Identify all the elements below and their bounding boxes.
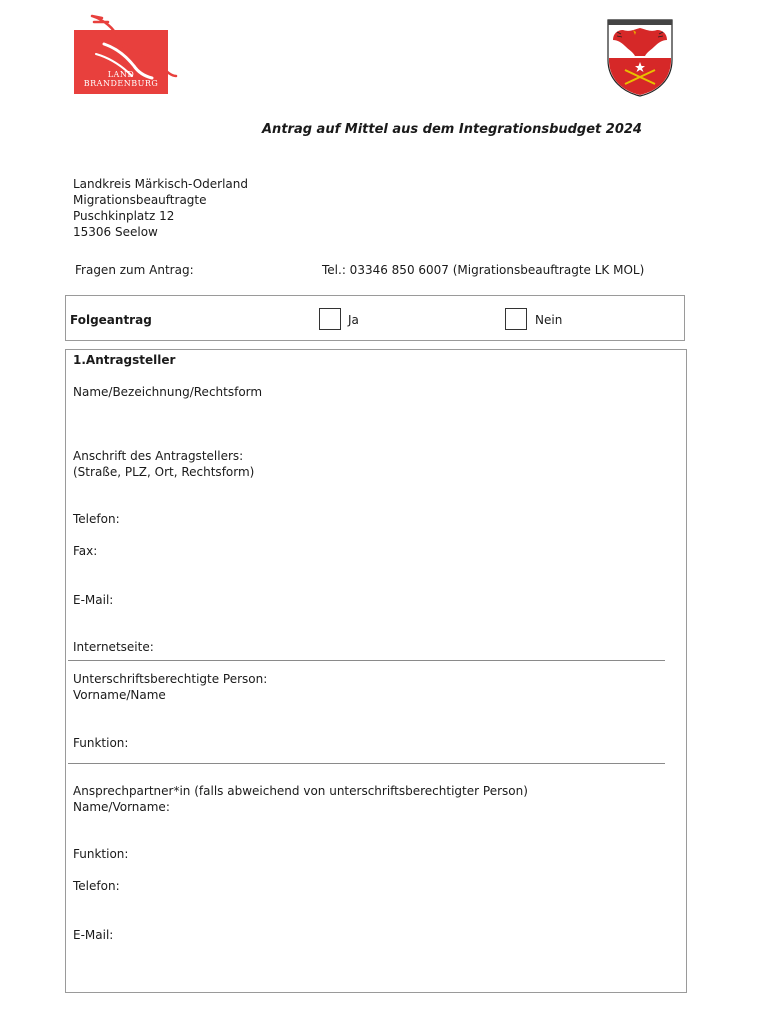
- phone-label: Telefon:: [73, 512, 120, 526]
- divider: [68, 660, 665, 661]
- document-title: Antrag auf Mittel aus dem Integrationsbudget 2024: [262, 122, 642, 137]
- questions-label: Fragen zum Antrag:: [75, 263, 194, 277]
- section-heading: 1.Antragsteller: [73, 353, 176, 367]
- checkbox-nein[interactable]: [505, 308, 527, 330]
- address-line: Landkreis Märkisch-Oderland: [73, 177, 248, 191]
- fax-label: Fax:: [73, 544, 98, 558]
- contact-person-email-label: E-Mail:: [73, 928, 114, 942]
- contact-phone: Tel.: 03346 850 6007 (Migrationsbeauftragte LK MOL): [322, 263, 645, 277]
- contact-person-phone-label: Telefon:: [73, 879, 120, 893]
- divider: [68, 763, 665, 764]
- address-label: Anschrift des Antragstellers:: [73, 449, 244, 463]
- email-label: E-Mail:: [73, 593, 114, 607]
- address-line: Migrationsbeauftragte: [73, 193, 207, 207]
- folgeantrag-label: Folgeantrag: [70, 313, 152, 327]
- logo-text-line1: LAND: [107, 70, 135, 79]
- contact-person-function-label: Funktion:: [73, 847, 129, 861]
- contact-person-label: Ansprechpartner*in (falls abweichend von unterschriftsberechtigter Person): [73, 784, 528, 798]
- brandenburg-logo: [74, 14, 178, 96]
- address-hint: (Straße, PLZ, Ort, Rechtsform): [73, 465, 255, 479]
- address-line: Puschkinplatz 12: [73, 209, 175, 223]
- name-label: Name/Bezeichnung/Rechtsform: [73, 385, 263, 399]
- logo-text-line2: BRANDENBURG: [83, 79, 159, 88]
- eagle-crest-icon: [605, 18, 675, 98]
- district-crest: [605, 18, 675, 98]
- checkbox-nein-label: Nein: [535, 313, 563, 327]
- address-line: 15306 Seelow: [73, 225, 158, 239]
- signatory-name-label: Vorname/Name: [73, 688, 166, 702]
- website-label: Internetseite:: [73, 640, 154, 654]
- contact-person-name-label: Name/Vorname:: [73, 800, 170, 814]
- folgeantrag-box: [65, 295, 685, 341]
- signatory-function-label: Funktion:: [73, 736, 129, 750]
- recipient-address: [73, 176, 248, 240]
- checkbox-ja[interactable]: [319, 308, 341, 330]
- signatory-label: Unterschriftsberechtigte Person:: [73, 672, 268, 686]
- checkbox-ja-label: Ja: [348, 313, 359, 327]
